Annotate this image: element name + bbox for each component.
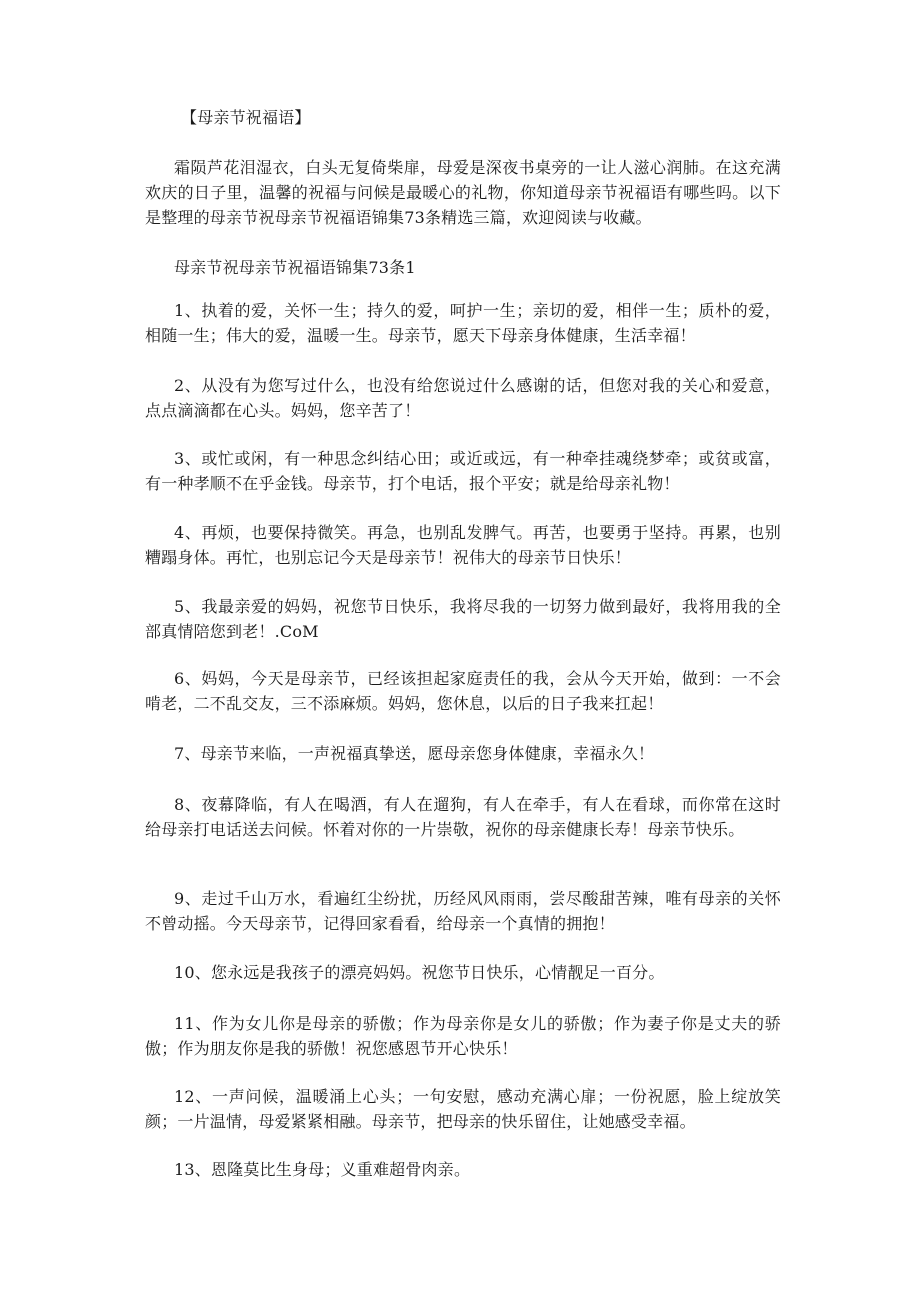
list-item: 1、执着的爱，关怀一生；持久的爱，呵护一生；亲切的爱，相伴一生；质朴的爱，相随一生；伟大的爱，温暖一生。母亲节，愿天下母亲身体健康，生活幸福！ [145, 301, 781, 345]
list-item: 3、或忙或闲，有一种思念纠结心田；或近或远，有一种牵挂魂绕梦牵；或贫或富，有一种孝顺不在乎金钱。母亲节，打个电话，报个平安；就是给母亲礼物！ [145, 449, 781, 493]
list-item: 10、您永远是我孩子的漂亮妈妈。祝您节日快乐，心情靓足一百分。 [174, 963, 665, 982]
list-item: 6、妈妈，今天是母亲节，已经该担起家庭责任的我，会从今天开始，做到：一不会啃老，二不乱交友，三不添麻烦。妈妈，您休息，以后的日子我来扛起！ [145, 669, 781, 713]
list-item: 2、从没有为您写过什么，也没有给您说过什么感谢的话，但您对我的关心和爱意，点点滴滴都在心头。妈妈，您辛苦了！ [145, 376, 781, 420]
intro-paragraph: 霜陨芦花泪湿衣，白头无复倚柴扉，母爱是深夜书桌旁的一让人滋心润肺。在这充满欢庆的日子里，温馨的祝福与问候是最暖心的礼物，你知道母亲节祝福语有哪些吗。以下是整理的母亲节祝母亲节祝福语锦集73条精选三篇，欢迎阅读与收藏。 [145, 158, 781, 227]
list-item: 5、我最亲爱的妈妈，祝您节日快乐，我将尽我的一切努力做到最好，我将用我的全部真情陪您到老！.CoM [145, 597, 781, 641]
list-item: 11、作为女儿你是母亲的骄傲；作为母亲你是女儿的骄傲；作为妻子你是丈夫的骄傲；作为朋友你是我的骄傲！祝您感恩节开心快乐！ [145, 1014, 781, 1058]
list-item: 13、恩隆莫比生身母；义重难超骨肉亲。 [174, 1160, 471, 1179]
list-item: 9、走过千山万水，看遍红尘纷扰，历经风风雨雨，尝尽酸甜苦辣，唯有母亲的关怀不曾动摇。今天母亲节，记得回家看看，给母亲一个真情的拥抱！ [145, 889, 781, 933]
list-item: 8、夜幕降临，有人在喝酒，有人在遛狗，有人在牵手，有人在看球，而你常在这时给母亲打电话送去问候。怀着对你的一片崇敬，祝你的母亲健康长寿！母亲节快乐。 [145, 795, 781, 839]
document-title: 【母亲节祝福语】 [181, 108, 311, 127]
list-item: 7、母亲节来临，一声祝福真挚送，愿母亲您身体健康，幸福永久！ [174, 744, 655, 763]
section-heading: 母亲节祝母亲节祝福语锦集73条1 [174, 258, 416, 277]
list-item: 4、再烦，也要保持微笑。再急，也别乱发脾气。再苦，也要勇于坚持。再累，也别糟蹋身体。再忙，也别忘记今天是母亲节！祝伟大的母亲节日快乐！ [145, 523, 781, 567]
list-item: 12、一声问候，温暖涌上心头；一句安慰，感动充满心扉；一份祝愿，脸上绽放笑颜；一片温情，母爱紧紧相融。母亲节，把母亲的快乐留住，让她感受幸福。 [145, 1087, 781, 1131]
